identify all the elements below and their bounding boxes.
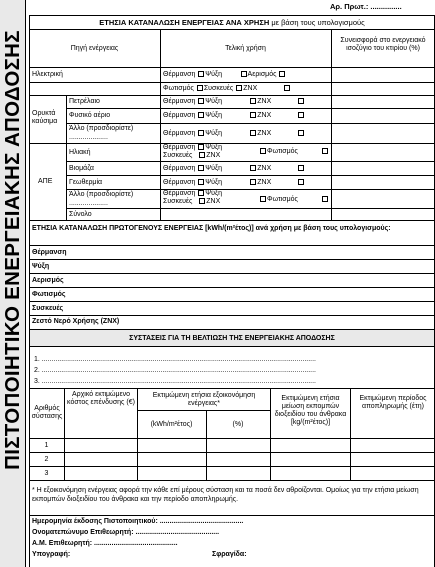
electric-dhw-checkbox[interactable] xyxy=(236,85,242,91)
natural-gas-label: Φυσικό αέριο xyxy=(69,112,111,119)
stamp-field[interactable]: Σφραγίδα: xyxy=(212,551,247,558)
electric-ventilation-checkbox[interactable] xyxy=(241,71,247,77)
other-fossil-uses: Θέρμανση Ψύξη ΖΝΧ xyxy=(163,130,305,138)
certificate-title: ΠΙΣΤΟΠΟΙΗΤΙΚΟ ΕΝΕΡΓΕΙΑΚΗΣ ΑΠΟΔΟΣΗΣ xyxy=(1,30,24,470)
co2-reduction-header: Εκτιμώμενη ετήσια μείωση εκπομπών διοξειδίου του άνθρακα [kg/(m²έτος)] xyxy=(274,395,347,427)
payback-period-header: Εκτιμώμενη περίοδος αποπληρωμής (έτη) xyxy=(359,395,427,411)
other-fossil-extra-checkbox[interactable] xyxy=(298,130,304,136)
section3-title: ΣΥΣΤΑΣΕΙΣ ΓΙΑ ΤΗ ΒΕΛΤΙΩΣΗ ΤΗΣ ΕΝΕΡΓΕΙΑΚΗΣ ΑΠΟΔΟΣΗΣ xyxy=(129,335,335,342)
inspector-name-field[interactable]: Ονοματεπώνυμο Επιθεωρητή: ........................................... xyxy=(32,529,220,536)
other-fossil-dhw-checkbox[interactable] xyxy=(250,130,256,136)
recommendation-row-2: 2 xyxy=(44,456,49,463)
gas-dhw-checkbox[interactable] xyxy=(250,112,256,118)
recommendation-number-header: Αριθμός σύστασης xyxy=(31,405,63,421)
primary-heating-label: Θέρμανση xyxy=(32,249,67,256)
other-fossil-cooling-checkbox[interactable] xyxy=(198,130,204,136)
savings-kwh-header: (kWh/m²έτος) xyxy=(150,421,193,428)
oil-uses: Θέρμανση Ψύξη ΖΝΧ xyxy=(163,98,305,106)
gas-uses: Θέρμανση Ψύξη ΖΝΧ xyxy=(163,112,305,120)
solar-uses: Θέρμανση Ψύξη Συσκευές ΖΝΧ xyxy=(163,144,223,160)
primary-ventilation-label: Αερισμός xyxy=(32,277,64,284)
recommendation-row-3: 3 xyxy=(44,470,49,477)
other-res-uses: Θέρμανση Ψύξη Συσκευές ΖΝΧ xyxy=(163,190,223,206)
other-res-label: Άλλο (προσδιορίστε) xyxy=(69,191,134,198)
other-res-extra-checkbox[interactable] xyxy=(322,196,328,202)
renewables-label: ΑΠΕ xyxy=(38,178,53,185)
oil-label: Πετρέλαιο xyxy=(69,98,100,105)
electric-uses-2: Φωτισμός Συσκευές ΖΝΧ xyxy=(163,85,291,93)
section1-title: ΕΤΗΣΙΑ ΚΑΤΑΝΑΛΩΣΗ ΕΝΕΡΓΕΙΑΣ ΑΝΑ ΧΡΗΣΗ με βάση τους υπολογισμούς xyxy=(99,18,365,27)
gas-cooling-checkbox[interactable] xyxy=(198,112,204,118)
electric-extra-checkbox[interactable] xyxy=(279,71,285,77)
geothermal-uses: Θέρμανση Ψύξη ΖΝΧ xyxy=(163,179,305,187)
oil-cooling-checkbox[interactable] xyxy=(198,98,204,104)
oil-dhw-checkbox[interactable] xyxy=(250,98,256,104)
solar-lighting-checkbox[interactable] xyxy=(260,148,266,154)
biomass-cooling-checkbox[interactable] xyxy=(198,165,204,171)
other-res-dhw-checkbox[interactable] xyxy=(199,198,205,204)
biomass-extra-checkbox[interactable] xyxy=(298,165,304,171)
investment-cost-header: Αρχικό εκτιμώμενο κόστος επένδυσης (€) xyxy=(67,391,135,407)
primary-devices-label: Συσκευές xyxy=(32,305,64,312)
other-fossil-label: Άλλο (προσδιορίστε) xyxy=(69,125,134,132)
biomass-dhw-checkbox[interactable] xyxy=(250,165,256,171)
solar-extra-checkbox[interactable] xyxy=(322,148,328,154)
biomass-uses: Θέρμανση Ψύξη ΖΝΧ xyxy=(163,165,305,173)
geothermal-label: Γεωθερμία xyxy=(69,179,103,186)
other-res-lighting-checkbox[interactable] xyxy=(260,196,266,202)
energy-savings-header: Εκτιμώμενη ετήσια εξοικονόμηση ενέργειας* xyxy=(152,392,256,408)
electric-lighting-checkbox[interactable] xyxy=(284,85,290,91)
signature-field[interactable]: Υπογραφή: xyxy=(32,551,71,558)
issue-date-field[interactable]: Ημερομηνία έκδοσης Πιστοποιητικού: ........................................... xyxy=(32,518,244,525)
primary-lighting-label: Φωτισμός xyxy=(32,291,66,298)
final-use-header: Τελική χρήση xyxy=(225,45,266,52)
other-fossil-dots: .................... xyxy=(69,134,108,141)
gas-extra-checkbox[interactable] xyxy=(298,112,304,118)
section2-title: ΕΤΗΣΙΑ ΚΑΤΑΝΑΛΩΣΗ ΠΡΩΤΟΓΕΝΟΥΣ ΕΝΕΡΓΕΙΑΣ [kWh/(m²έτος)] ανά χρήση με βάση τους υπολογισμούς: xyxy=(32,225,391,232)
recommendation-3: 3. ............................................................................................................................................. xyxy=(34,378,317,385)
primary-cooling-label: Ψύξη xyxy=(32,263,50,270)
biomass-label: Βιομάζα xyxy=(69,165,94,172)
protocol-number: Αρ. Πρωτ.: ............... xyxy=(330,2,402,11)
electric-uses: Θέρμανση Ψύξη Αερισμός xyxy=(163,71,286,79)
solar-label: Ηλιακή xyxy=(69,149,91,156)
solar-lighting: Φωτισμός xyxy=(259,148,329,156)
energy-source-header: Πηγή ενέργειας xyxy=(70,45,119,52)
savings-pct-header: (%) xyxy=(232,421,244,428)
other-res-cooling-checkbox[interactable] xyxy=(198,190,204,196)
recommendation-1: 1. ............................................................................................................................................. xyxy=(34,356,317,363)
contribution-header: Συνεισφορά στο ενεργειακό ισοζύγιο του κτιρίου (%) xyxy=(340,37,426,53)
recommendation-row-1: 1 xyxy=(44,442,49,449)
solar-dhw-checkbox[interactable] xyxy=(199,152,205,158)
electric-cooling-checkbox[interactable] xyxy=(198,71,204,77)
electric-label: Ηλεκτρική xyxy=(32,71,63,78)
other-res-dots: .................... xyxy=(69,200,108,207)
primary-dhw-label: Ζεστό Νερό Χρήσης (ΖΝΧ) xyxy=(32,318,120,325)
recommendation-2: 2. ............................................................................................................................................. xyxy=(34,367,317,374)
oil-extra-checkbox[interactable] xyxy=(298,98,304,104)
solar-cooling-checkbox[interactable] xyxy=(198,144,204,150)
inspector-id-field[interactable]: Α.Μ. Επιθεωρητή: ........................................... xyxy=(32,540,178,547)
certificate-sidebar xyxy=(0,0,26,567)
geothermal-dhw-checkbox[interactable] xyxy=(250,179,256,185)
geothermal-extra-checkbox[interactable] xyxy=(298,179,304,185)
electric-devices-checkbox[interactable] xyxy=(197,85,203,91)
savings-footnote: * Η εξοικονόμηση ενέργειας αφορά την κάθε επί μέρους σύσταση και τα ποσά δεν αθροίζονται. Ομοίως για την ετήσια μείωση εκπομπών διοξειδίου του άνθρακα και την περίοδο αποπληρωμής. xyxy=(32,487,419,504)
other-res-lighting: Φωτισμός xyxy=(259,196,329,204)
geothermal-cooling-checkbox[interactable] xyxy=(198,179,204,185)
total-label: Σύνολο xyxy=(69,211,92,218)
fossil-fuels-label: Ορυκτά καύσιμα xyxy=(32,110,58,125)
